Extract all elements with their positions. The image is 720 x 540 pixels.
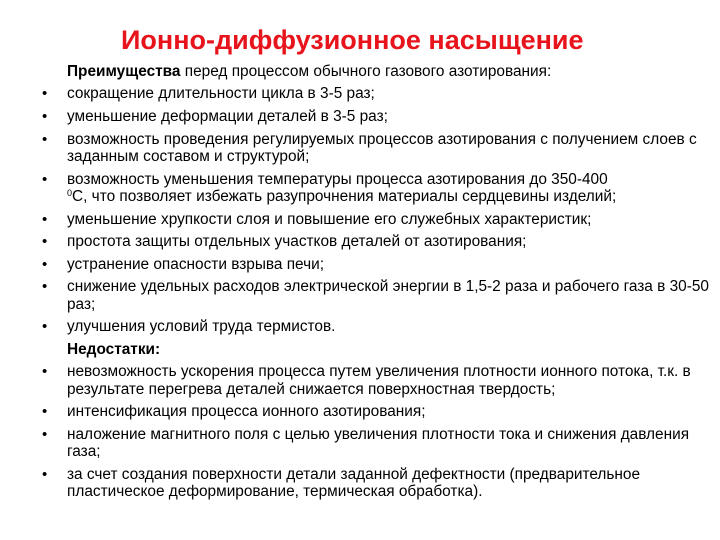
bullet-icon: • (42, 318, 48, 336)
disadvantage-text: наложение магнитного поля с целью увеличения плотности тока и снижения давления газа; (67, 425, 690, 461)
list-item (40, 278, 710, 313)
content-body (40, 63, 710, 506)
advantages-heading-line (40, 63, 710, 80)
advantage-text: возможность проведения регулируемых процессов азотирования с получением слоев с заданным составом и структурой; (67, 130, 697, 165)
advantage-text-continued: С, что позволяет избежать разупрочнения материалы сердцевины изделий; (72, 188, 617, 205)
list-item (40, 363, 710, 398)
slide-title: Ионно-диффузионное насыщение (121, 25, 584, 55)
list-item (40, 108, 710, 125)
advantage-text: уменьшение деформации деталей в 3-5 раз; (67, 108, 388, 125)
bullet-icon: • (42, 85, 48, 103)
advantages-heading: Преимущества (67, 63, 181, 80)
bullet-icon: • (42, 108, 48, 125)
list-item (40, 85, 710, 102)
advantage-text: устранение опасности взрыва печи; (67, 255, 324, 273)
bullet-icon: • (42, 425, 48, 443)
degree-superscript: 0 (67, 188, 73, 198)
list-item (40, 466, 710, 501)
advantage-text: сокращение длительности цикла в 3-5 раз; (67, 85, 375, 103)
bullet-icon: • (42, 130, 48, 148)
advantage-text: уменьшение хрупкости слоя и повышение его служебных характеристик; (67, 210, 592, 228)
list-item (40, 403, 710, 420)
list-item (40, 233, 710, 250)
advantage-text: улучшения условий труда термистов. (67, 318, 336, 336)
bullet-icon: • (42, 278, 48, 296)
list-item (40, 211, 710, 228)
list-item (40, 131, 710, 166)
bullet-icon: • (42, 465, 48, 483)
bullet-icon: • (42, 255, 48, 273)
bullet-icon: • (42, 170, 48, 188)
list-item (40, 426, 710, 461)
list-item (40, 318, 710, 335)
advantage-text: снижение удельных расходов электрической энергии в 1,5-2 раза и рабочего газа в 30-50 раз; (67, 278, 709, 313)
advantage-text: возможность уменьшения температуры процесса азотирования до 350-400 (67, 170, 608, 188)
advantages-heading-rest: перед процессом обычного газового азотирования: (180, 63, 552, 80)
bullet-icon: • (42, 403, 48, 421)
bullet-icon: • (42, 233, 48, 251)
disadvantage-text: за счет создания поверхности детали заданной дефектности (предварительное пластическое деформирование, термическая обработка). (67, 465, 641, 501)
advantage-text: простота защиты отдельных участков деталей от азотирования; (67, 233, 527, 251)
disadvantage-text: интенсификация процесса ионного азотирования; (67, 403, 426, 421)
list-item (40, 171, 710, 206)
bullet-icon: • (42, 363, 48, 381)
list-item (40, 256, 710, 273)
disadvantage-text: невозможность ускорения процесса путем увеличения плотности ионного потока, т.к. в результате перегрева деталей снижается поверхностная твердость; (67, 363, 691, 398)
disadvantages-heading-line (40, 341, 710, 358)
disadvantages-heading: Недостатки: (67, 340, 161, 358)
bullet-icon: • (42, 210, 48, 228)
